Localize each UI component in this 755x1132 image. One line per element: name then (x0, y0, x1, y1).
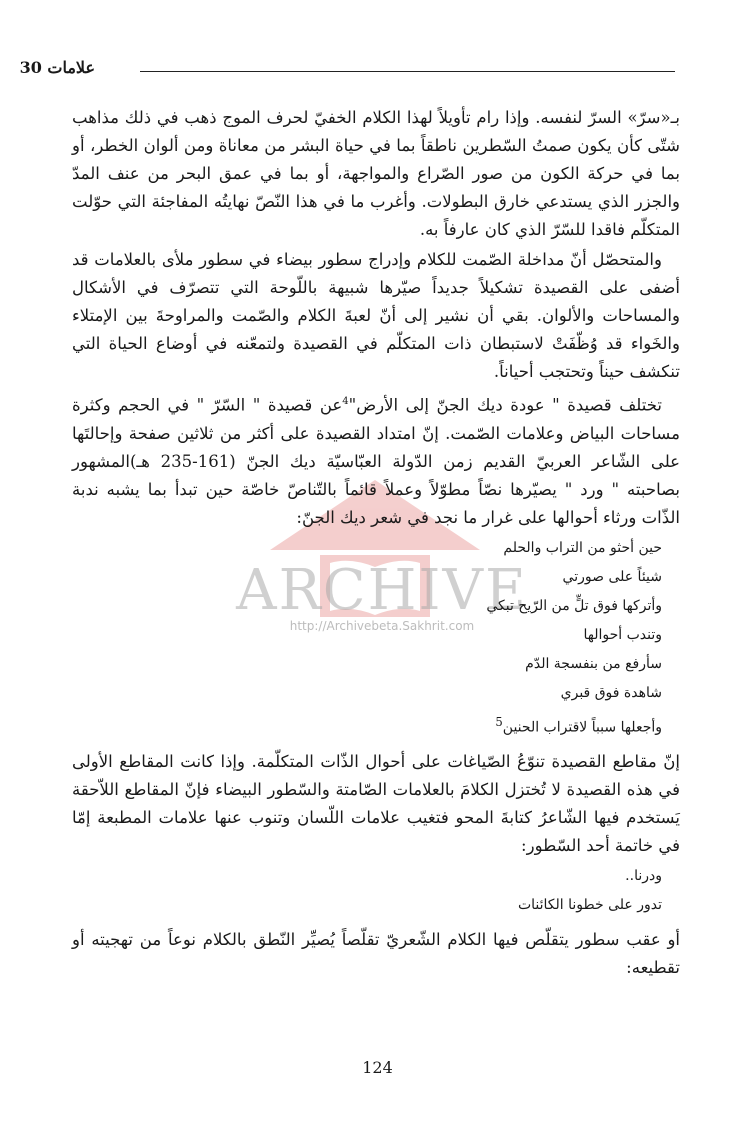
poem-line: شاهدة فوق قبري (560, 684, 662, 701)
poem-line (72, 708, 662, 743)
poem-excerpt (72, 534, 680, 743)
poem-line-text: وأجعلها سبباً لاقتراب الحنين (502, 719, 662, 736)
watermark-url: http://Archivebeta.Sakhrit.com (289, 619, 475, 633)
footnote-ref: 5 (495, 714, 503, 729)
poem-line: شيئاً على صورتي (562, 568, 662, 585)
poem-line: وأتركها فوق تلٍّ من الرّيح تبكي (486, 597, 662, 614)
paragraph: أو عقب سطور يتقلّص فيها الكلام الشّعريّ تقلّصاً يُصيِّر النّطق بالكلام نوعاً من تهجيته أو تقطيعه: (72, 930, 680, 978)
poem-line: حين أحثو من التراب والحلم (503, 539, 662, 556)
paragraph-text: تختلف قصيدة " عودة ديك الجنّ إلى الأرض" (348, 395, 662, 415)
paragraph: والمتحصّل أنّ مداخلة الصّمت للكلام وإدراج سطور بيضاء في سطور ملأى بالعلامات قد أضفى على القصيدة تشكيلاً جديداً صيّرها شبيهة باللّوحة التي تتصرّف في الأشكال والمساحات والألوان. بقي أن نشير إلى أنّ لعبةَ الكلام والصّمت والمراوحةَ بين الإمتلاء والخَواء قد وُظّفَتْ لاستبطان ذات المتكلّم في القصيدة ولتمعّنه في أوضاع الحياة التي تنكشف حيناً وتحتجب أحياناً. (72, 250, 680, 381)
article-body (72, 104, 680, 984)
poem-excerpt (72, 862, 680, 920)
page-number: 124 (362, 1058, 393, 1077)
header-rule (140, 71, 675, 72)
paragraph: بـ«سرّ» السرّ لنفسه. وإذا رام تأويلاً لهذا الكلام الخفيّ لحرف الموج ذهب في ذلك مذاهب شتّى كأن يكون صمتُ السّطرين ناطقاً بما في حياة البشر من معاناة ومن ألوان الخطر، أو بما في حركة الكون من صور الصّراع والمواجهة، أو بما في عمق البحر من عنف المدّ والجزر الذي يستدعي خارق البطولات. وأغرب ما في هذا النّصّ نهايتُه المفاجئة التي حوّلت المتكلّم فاقدا للسّرّ الذي كان عارفاً به. (72, 108, 680, 239)
watermark-text: ARCHIVE (236, 558, 528, 623)
paragraph (72, 388, 680, 532)
footnote-ref: 4 (342, 396, 349, 407)
poem-line: تدور على خطونا الكائنات (517, 897, 662, 914)
poem-line: ودرنا.. (625, 868, 662, 885)
poem-line: سأرفع من بنفسجة الدّم (525, 655, 662, 672)
poem-line: وتندب أحوالها (583, 626, 662, 643)
paragraph: إنّ مقاطع القصيدة تنوّعُ الصّياغات على أحوال الذّات المتكلّمة. وإذا كانت المقاطع الأولى في هذه القصيدة لا تُختزل الكلامَ بالعلامات الصّامتة والسّطور البيضاء فإنّ المقاطع اللاّحقة يَستخدم فيها الشّاعرُ كتابةَ المحو فتغيب علامات اللّسان وتنوب عنها علامات المطبعة إمّا في خاتمة أحد السّطور: (72, 752, 680, 856)
paragraph-text: عن قصيدة " السّرّ " في الحجم وكثرة مساحات البياض وعلامات الصّمت. إنّ امتداد القصيدة على أكثر من ثلاثين صفحة وإحالتَها على الشّاعر العربيّ القديم زمن الدّولة العبّاسيّة ديك الجنّ (161-235 هـ)المشهور بصاحبته " ورد " يصيّرها نصّاً مطوّلاً وعملاً قائماً بالتّناصّ خاصّة حين تبدأ بما يشبه ندبة الذّات ورثاء أحوالها على غرار ما نجد في شعر ديك الجنّ: (72, 395, 680, 527)
running-header: علامات 30 (19, 58, 95, 77)
